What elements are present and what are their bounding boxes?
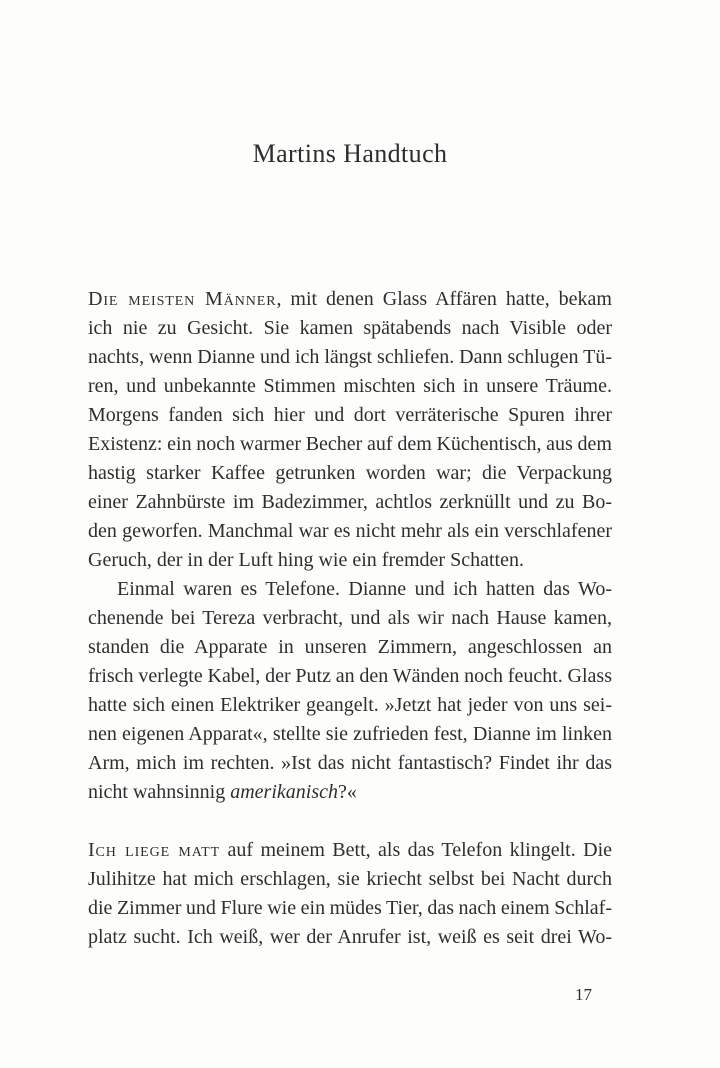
paragraph [88, 836, 612, 952]
body-text: Julihitze hat mich erschlagen, sie kriecht selbst bei Nacht durch [88, 868, 612, 890]
body-text: ich nie zu Gesicht. Sie kamen spätabends nach Visible oder [88, 317, 612, 339]
body-text: frisch verlegte Kabel, der Putz an den Wänden noch feucht. Glass [88, 665, 612, 687]
text-line [88, 546, 612, 575]
body-text: Geruch, der in der Luft hing wie ein fremder Schatten. [88, 549, 524, 571]
text-line [88, 633, 612, 662]
text-line [88, 604, 612, 633]
body-text: hatte sich einen Elektriker geangelt. »Jetzt hat jeder von uns sei- [88, 694, 612, 716]
text-line [88, 488, 612, 517]
text-line [88, 314, 612, 343]
body-text: Einmal waren es Telefone. Dianne und ich hatten das Wo- [117, 578, 612, 600]
body-text: nen eigenen Apparat«, stellte sie zufrieden fest, Dianne im linken [88, 723, 612, 745]
text-line [88, 691, 612, 720]
smallcaps-text: Ich liege matt [88, 839, 221, 861]
body-text: chenende bei Tereza verbracht, und als wir nach Hause kamen, [88, 607, 612, 629]
text-line [88, 401, 612, 430]
body-text: nachts, wenn Dianne und ich längst schliefen. Dann schlugen Tü- [88, 346, 612, 368]
text-line [88, 836, 612, 865]
text-body [88, 285, 612, 952]
italic-text: amerikanisch [230, 781, 338, 803]
body-text: standen die Apparate in unseren Zimmern, angeschlossen an [88, 636, 612, 658]
paragraph [88, 575, 612, 807]
body-text: nicht wahnsinnig [88, 781, 231, 803]
text-line [88, 662, 612, 691]
body-text: einer Zahnbürste im Badezimmer, achtlos zerknüllt und zu Bo- [88, 491, 612, 513]
chapter-title: Martins Handtuch [252, 139, 448, 168]
text-line [88, 517, 612, 546]
body-text: Arm, mich im rechten. »Ist das nicht fantastisch? Findet ihr das [88, 752, 612, 774]
text-line [88, 430, 612, 459]
body-text: platz sucht. Ich weiß, wer der Anrufer ist, weiß es seit drei Wo- [88, 926, 612, 948]
body-text: auf meinem Bett, als das Telefon klingelt. Die [220, 839, 613, 861]
text-line [88, 575, 612, 604]
smallcaps-text: Die meisten Männer [88, 288, 277, 310]
text-line [88, 894, 612, 923]
text-line [88, 459, 612, 488]
text-line [88, 778, 612, 807]
body-text: Morgens fanden sich hier und dort verräterische Spuren ihrer [88, 404, 612, 426]
text-line [88, 720, 612, 749]
body-text: ?« [337, 781, 357, 803]
page-number: 17 [575, 985, 592, 1004]
text-line [88, 749, 612, 778]
text-line [88, 285, 612, 314]
text-line [88, 343, 612, 372]
body-text: die Zimmer und Flure wie ein müdes Tier, das nach einem Schlaf- [88, 897, 612, 919]
text-line [88, 865, 612, 894]
body-text: , mit denen Glass Affären hatte, bekam [276, 288, 612, 310]
body-text: Existenz: ein noch warmer Becher auf dem Küchentisch, aus dem [88, 433, 612, 455]
text-line [88, 923, 612, 952]
body-text: hastig starker Kaffee getrunken worden war; die Verpackung [88, 462, 612, 484]
body-text: den geworfen. Manchmal war es nicht mehr als ein verschlafener [88, 520, 612, 542]
text-line [88, 372, 612, 401]
body-text: ren, und unbekannte Stimmen mischten sich in unsere Träume. [88, 375, 612, 397]
paragraph [88, 285, 612, 575]
